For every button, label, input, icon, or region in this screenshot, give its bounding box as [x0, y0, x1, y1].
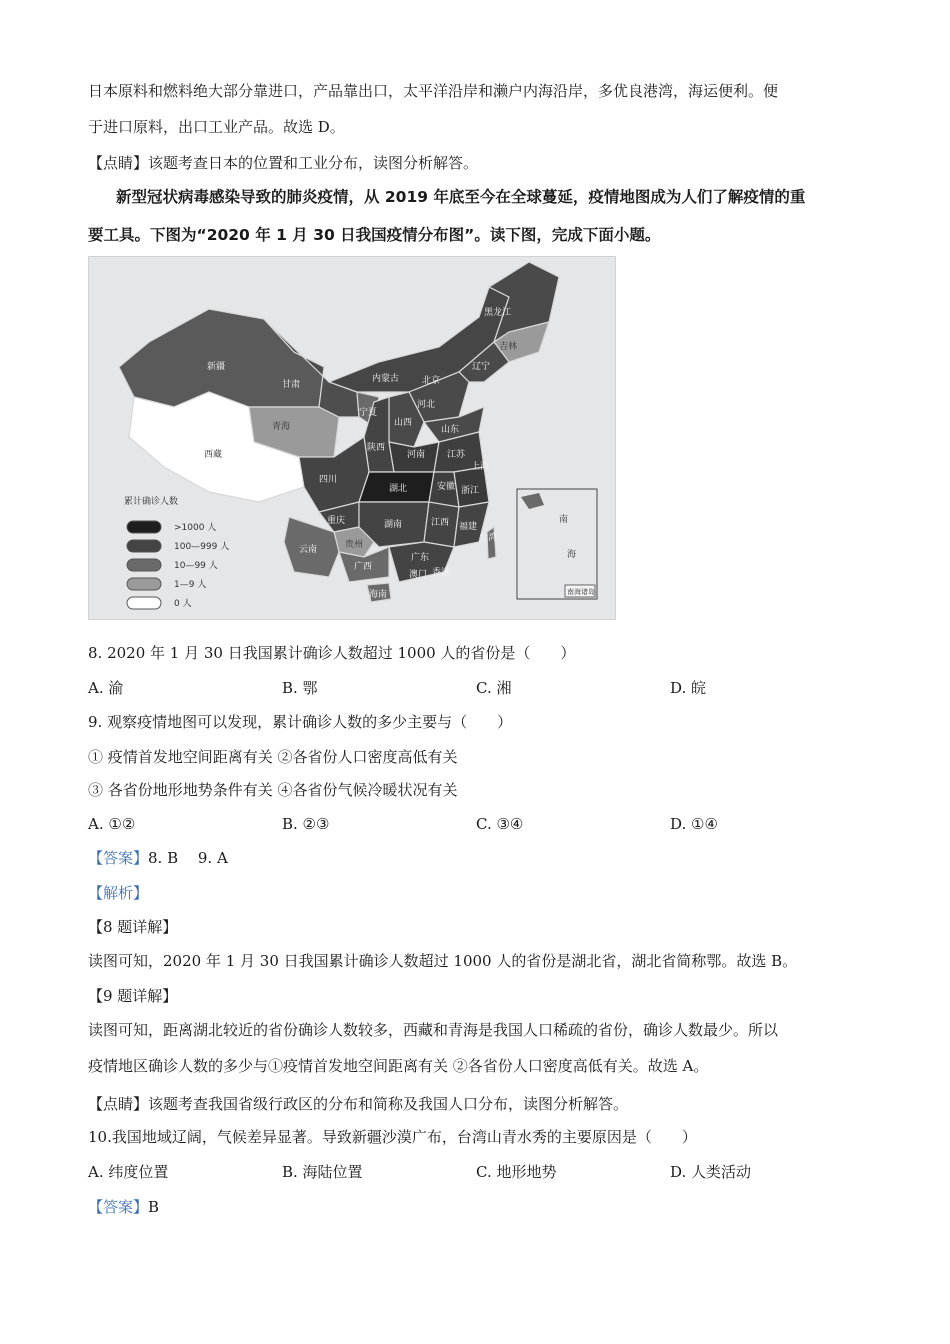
q10-option-a: A. 纬度位置	[88, 1163, 169, 1181]
q8-option-a: A. 渝	[88, 679, 124, 697]
label-hebei: 河北	[417, 400, 436, 410]
legend-swatch-4	[127, 578, 161, 590]
detail9-title: 【9 题详解】	[88, 987, 178, 1005]
inset-caption: 南海诸岛	[567, 588, 595, 596]
answer10-label: 【答案】	[88, 1198, 149, 1216]
label-xianggang: 香港	[432, 568, 451, 578]
detail9-line2: 疫情地区确诊人数的多少与①疫情首发地空间距离有关 ②各省份人口密度高低有关。故选 A。	[88, 1057, 709, 1075]
label-guangxi: 广西	[354, 562, 373, 572]
intro-line2: 要工具。下图为“2020 年 1 月 30 日我国疫情分布图”。读下图，完成下面小题。	[88, 226, 661, 244]
answer-label: 【答案】	[88, 849, 149, 867]
intro-line1: 新型冠状病毒感染导致的肺炎疫情，从 2019 年底至今在全球蔓延，疫情地图成为人们了解疫情的重	[116, 188, 806, 206]
answer-line	[88, 848, 228, 868]
para1-line2: 于进口原料，出口工业产品。故选 D。	[88, 118, 345, 136]
q8-option-d: D. 皖	[670, 679, 707, 697]
q9-option-b: B. ②③	[282, 815, 330, 833]
label-jilin: 吉林	[499, 342, 518, 352]
answer10-text: B	[148, 1198, 160, 1216]
label-anhui: 安徽	[437, 482, 456, 492]
label-shanxi: 山西	[394, 418, 413, 428]
q9-statement-2: ③ 各省份地形地势条件有关 ④各省份气候冷暖状况有关	[88, 781, 458, 799]
q10-option-b: B. 海陆位置	[282, 1163, 363, 1181]
comment2: 【点睛】该题考查我国省级行政区的分布和简称及我国人口分布，读图分析解答。	[88, 1095, 629, 1113]
label-gansu: 甘肃	[282, 380, 301, 390]
region-taiwan	[487, 527, 496, 559]
label-xinjiang: 新疆	[207, 362, 226, 372]
q9-stem: 9. 观察疫情地图可以发现，累计确诊人数的多少主要与（ ）	[88, 713, 513, 731]
para1-line1: 日本原料和燃料绝大部分靠进口，产品靠出口，太平洋沿岸和濑户内海沿岸，多优良港湾，海运便利。便	[88, 82, 779, 100]
legend-item-3: 10—99 人	[174, 561, 218, 571]
map-legend	[124, 495, 229, 609]
label-hainan: 海南	[369, 590, 388, 600]
label-jiangsu: 江苏	[447, 450, 466, 460]
detail8-text: 读图可知，2020 年 1 月 30 日我国累计确诊人数超过 1000 人的省份是湖北省，湖北省简称鄂。故选 B。	[88, 952, 798, 970]
legend-item-2: 100—999 人	[174, 542, 230, 552]
q9-option-c: C. ③④	[476, 815, 524, 833]
q8-stem: 8. 2020 年 1 月 30 日我国累计确诊人数超过 1000 人的省份是（ ）	[88, 644, 576, 662]
label-jiangxi: 江西	[431, 518, 450, 528]
label-hunan: 湖南	[384, 520, 403, 530]
region-xinjiang	[119, 309, 324, 407]
q10-option-c: C. 地形地势	[476, 1163, 557, 1181]
legend-swatch-3	[127, 559, 161, 571]
epidemic-map	[88, 256, 616, 620]
label-qinghai: 青海	[272, 422, 291, 432]
q9-statement-1: ① 疫情首发地空间距离有关 ②各省份人口密度高低有关	[88, 748, 458, 766]
inset-label-2: 海	[567, 550, 577, 560]
comment1: 【点睛】该题考查日本的位置和工业分布，读图分析解答。	[88, 154, 479, 172]
label-beijing: 北京	[422, 376, 441, 386]
legend-item-5: 0 人	[174, 599, 192, 609]
q10-option-d: D. 人类活动	[670, 1163, 752, 1181]
label-xizang: 西藏	[204, 450, 223, 460]
q8-option-c: C. 湘	[476, 679, 512, 697]
q9-option-d: D. ①④	[670, 815, 718, 833]
south-china-sea-inset	[517, 489, 597, 599]
legend-swatch-5	[127, 597, 161, 609]
label-chongqing: 重庆	[327, 516, 346, 526]
legend-title: 累计确诊人数	[124, 497, 179, 507]
label-guizhou: 贵州	[345, 540, 364, 550]
legend-item-1: >1000 人	[174, 523, 217, 533]
label-fujian: 福建	[459, 522, 478, 532]
label-shanghai: 上海	[471, 462, 490, 472]
analysis-label: 【解析】	[88, 884, 149, 902]
label-shandong: 山东	[441, 425, 460, 435]
detail9-line1: 读图可知，距离湖北较近的省份确诊人数较多，西藏和青海是我国人口稀疏的省份，确诊人数最少。所以	[88, 1021, 779, 1039]
label-zhejiang: 浙江	[461, 486, 480, 496]
label-guangdong: 广东	[411, 553, 430, 563]
q8-option-b: B. 鄂	[282, 679, 318, 697]
label-hubei: 湖北	[389, 484, 408, 494]
label-henan: 河南	[407, 450, 426, 460]
label-ningxia: 宁夏	[359, 408, 378, 418]
label-taiwan: 台湾	[479, 533, 498, 543]
label-aomen: 澳门	[409, 570, 428, 580]
detail8-title: 【8 题详解】	[88, 918, 178, 936]
legend-item-4: 1—9 人	[174, 580, 207, 590]
label-liaoning: 辽宁	[472, 362, 491, 372]
label-yunnan: 云南	[299, 545, 318, 555]
answer10-line	[88, 1197, 159, 1217]
label-heilongjiang: 黑龙江	[484, 308, 512, 318]
answer-text: 8. B 9. A	[148, 849, 228, 867]
epidemic-map-svg	[89, 257, 615, 619]
label-sichuan: 四川	[319, 475, 338, 485]
legend-swatch-2	[127, 540, 161, 552]
legend-swatch-1	[127, 521, 161, 533]
label-neimenggu: 内蒙古	[372, 374, 400, 384]
inset-label-1: 南	[559, 515, 569, 525]
q10-stem: 10.我国地域辽阔，气候差异显著。导致新疆沙漠广布，台湾山青水秀的主要原因是（ ）	[88, 1128, 697, 1146]
q9-option-a: A. ①②	[88, 815, 136, 833]
label-shaanxi: 陕西	[367, 443, 386, 453]
